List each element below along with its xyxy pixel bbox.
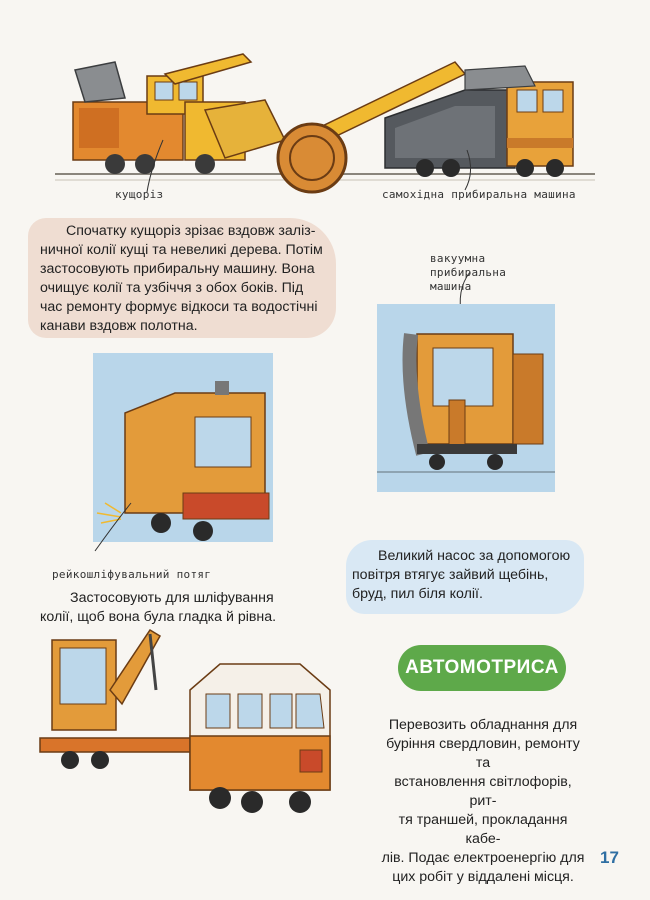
text-line: буріння свердловин, ремонту та [386, 736, 580, 771]
label-vacuum-text: вакуумна прибиральна машина [430, 252, 507, 293]
label-brush-cutter: кущоріз [115, 188, 164, 201]
railcar-paragraph [380, 716, 586, 887]
text-line: колії, щоб вона була гладка й рівна. [40, 609, 277, 625]
text-line: Спочатку кущоріз зрізає вздовж заліз- [66, 223, 316, 239]
text-line: встановлення світлофорів, рит- [394, 774, 572, 809]
text-line: лів. Подає електроенергію для [381, 850, 585, 866]
vacuum-machine-illustration [377, 304, 555, 492]
railcar-illustration [30, 620, 370, 840]
page-number: 17 [600, 848, 619, 867]
text-line: бруд, пил біля колії. [352, 586, 483, 602]
grinding-train-illustration [75, 353, 275, 553]
label-grinding-train: рейкошліфувальний потяг [52, 568, 212, 581]
pump-paragraph [352, 547, 578, 604]
text-line: очищує колії та узбіччя з обох боків. Під [40, 280, 304, 296]
brush-cutter-and-cleaner-illustration [55, 40, 595, 200]
label-vacuum-machine [430, 252, 550, 294]
text-line: час ремонту формує відкоси та водостічні [40, 299, 318, 315]
text-line: Застосовують для шліфування [70, 590, 274, 606]
text-line: Перевозить обладнання для [388, 717, 578, 733]
text-line: повітря втягує зайвий щебінь, [352, 567, 549, 583]
text-line: ничної колії кущі та невеликі дерева. Потім [40, 242, 323, 258]
label-cleaning-machine: самохідна прибиральна машина [382, 188, 576, 201]
text-line: цих робіт у віддалені місця. [392, 869, 574, 885]
text-line: Великий насос за допомогою [378, 548, 571, 564]
text-line: канави вздовж полотна. [40, 318, 198, 334]
text-line: застосовують прибиральну машину. Вона [40, 261, 315, 277]
intro-paragraph [40, 222, 330, 336]
text-line: тя траншей, прокладання кабе- [398, 812, 568, 847]
railcar-title: АВТОМОТРИСА [398, 645, 566, 691]
